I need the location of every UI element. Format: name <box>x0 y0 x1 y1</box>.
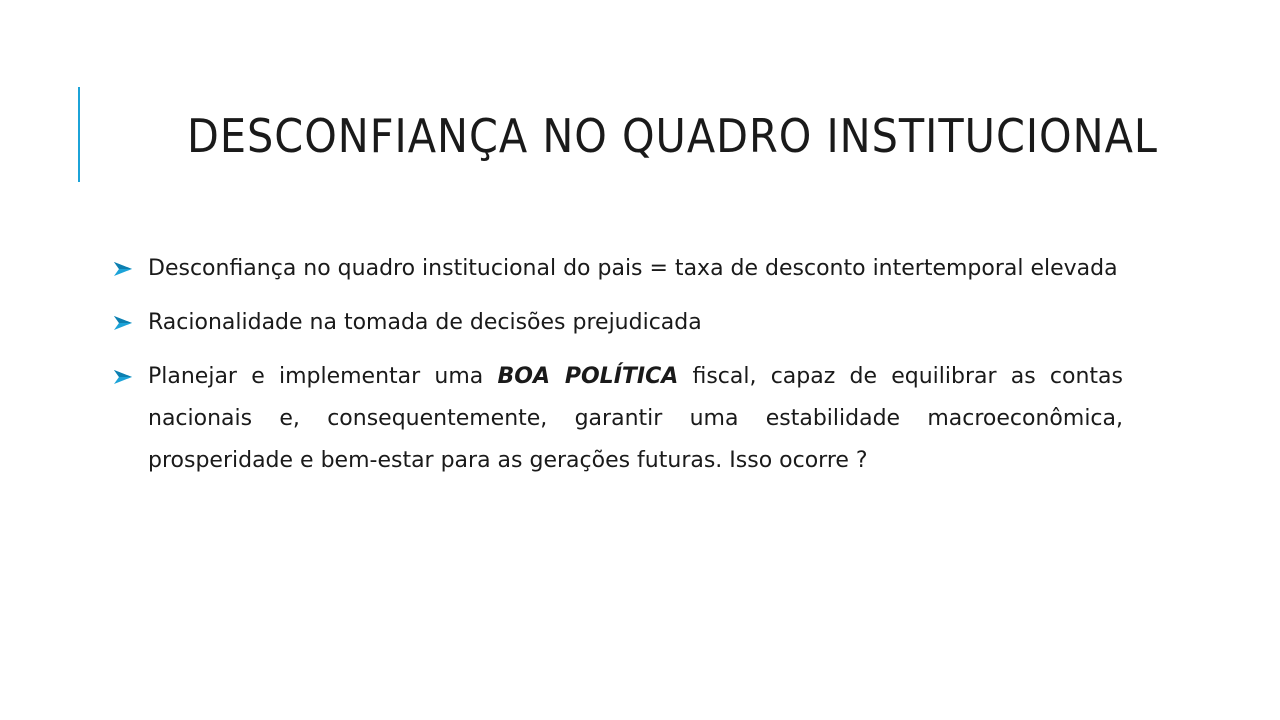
bullet-text: Desconfiança no quadro institucional do pais = taxa de desconto intertemporal elevada <box>148 256 1118 281</box>
bullet-item <box>113 248 1123 290</box>
bullet-item <box>113 302 1123 344</box>
bullet-text: Racionalidade na tomada de decisões prejudicada <box>148 310 702 335</box>
bullet-list <box>113 248 1123 494</box>
bullet-item <box>113 356 1123 482</box>
slide-title: DESCONFIANÇA NO QUADRO INSTITUCIONAL <box>187 109 1158 163</box>
bullet-text-after: fiscal, capaz de equilibrar as contas nacionais e, consequentemente, garantir uma estabilidade macroeconômica, prosperidade e bem-estar para as gerações futuras. Isso ocorre ? <box>148 364 1123 473</box>
title-accent-bar <box>78 87 80 182</box>
bullet-text-before: Planejar e implementar uma <box>148 364 498 389</box>
arrowhead-bullet-icon <box>113 315 133 331</box>
arrowhead-bullet-icon <box>113 369 133 385</box>
bullet-emphasis: BOA POLÍTICA <box>497 364 679 389</box>
arrowhead-bullet-icon <box>113 261 133 277</box>
